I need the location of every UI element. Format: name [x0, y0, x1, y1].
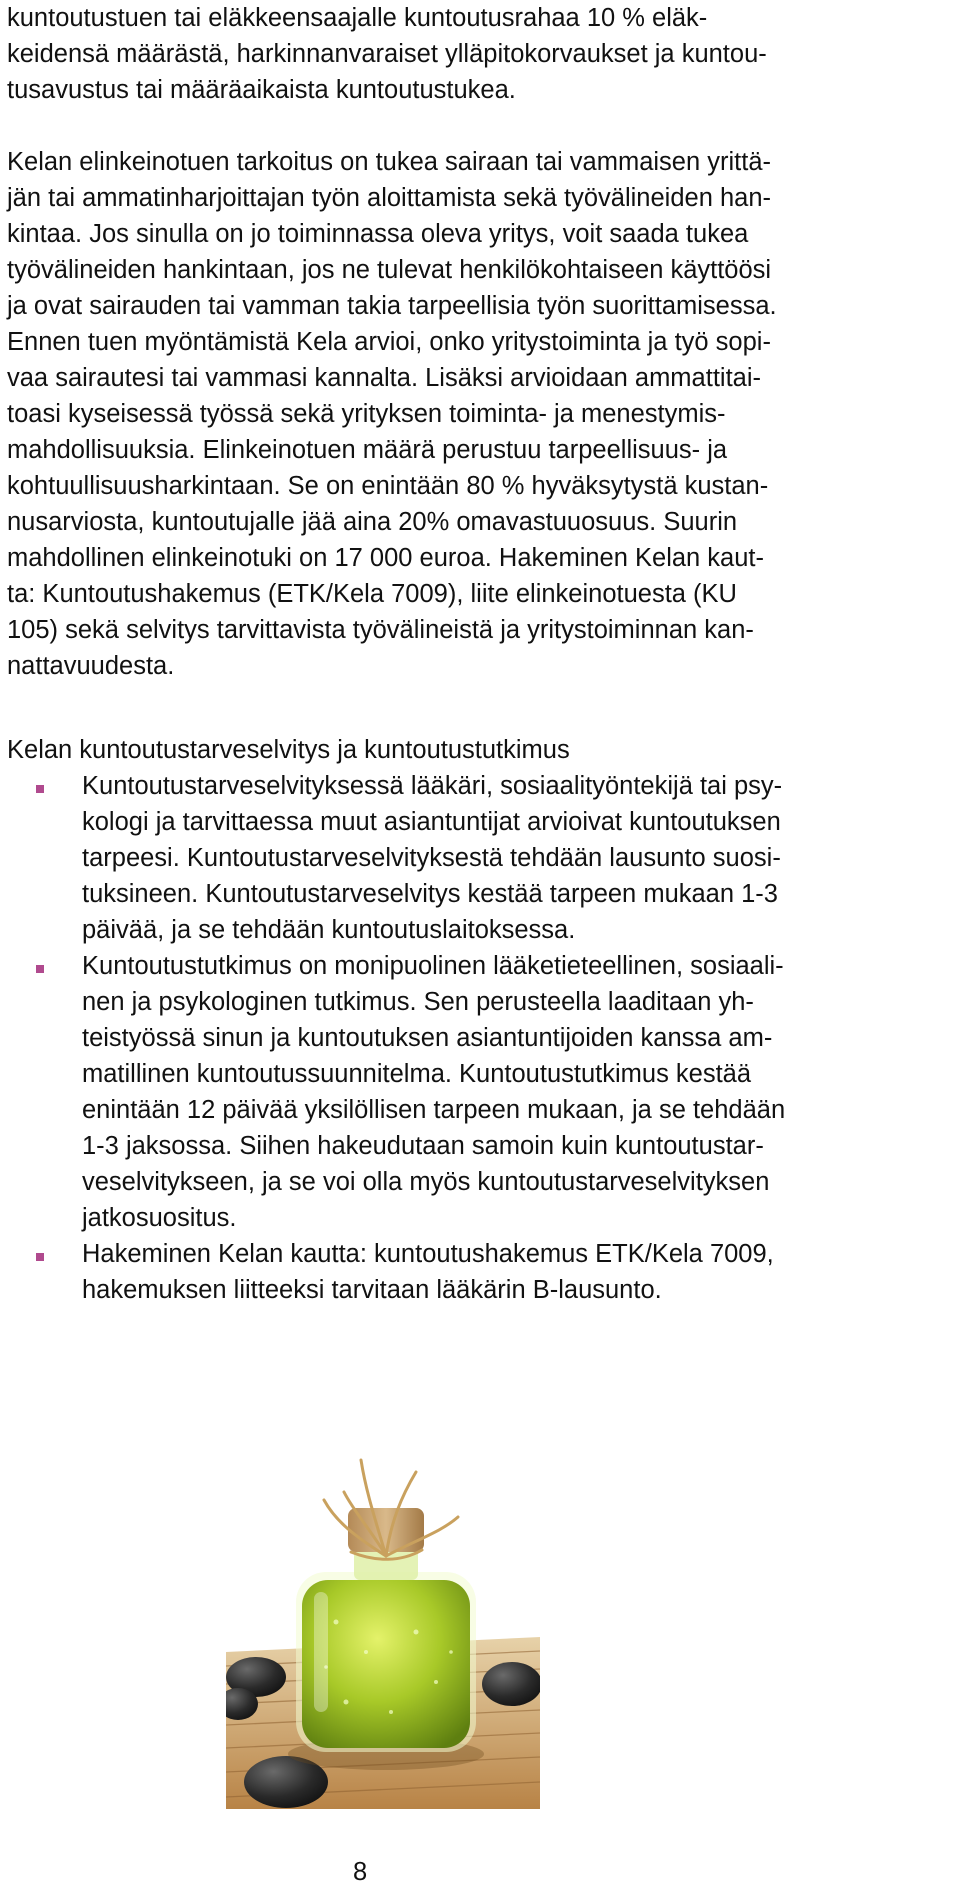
square-bullet-icon	[36, 785, 44, 793]
page-number: 8	[353, 1858, 368, 1886]
text-line: mahdollinen elinkeinotuki on 17 000 euroa. Hakeminen Kelan kaut-	[7, 544, 764, 572]
text-line: tuksineen. Kuntoutustarveselvitys kestää tarpeen mukaan 1-3	[82, 880, 778, 908]
text-line: Kuntoutustutkimus on monipuolinen lääketieteellinen, sosiaali-	[82, 952, 784, 980]
text-line: veselvitykseen, ja se voi olla myös kuntoutustarveselvityksen	[82, 1168, 770, 1196]
section-heading: Kelan kuntoutustarveselvitys ja kuntoutustutkimus	[7, 736, 570, 764]
text-line: Kelan elinkeinotuen tarkoitus on tukea sairaan tai vammaisen yrittä-	[7, 148, 771, 176]
text-line: teistyössä sinun ja kuntoutuksen asiantuntijoiden kanssa am-	[82, 1024, 773, 1052]
text-line: hakemuksen liitteeksi tarvitaan lääkärin B-lausunto.	[82, 1276, 662, 1304]
text-line: vaa sairautesi tai vammasi kannalta. Lisäksi arvioidaan ammattitai-	[7, 364, 761, 392]
square-bullet-icon	[36, 965, 44, 973]
text-line: ta: Kuntoutushakemus (ETK/Kela 7009), liite elinkeinotuesta (KU	[7, 580, 737, 608]
text-line: jän tai ammatinharjoittajan työn aloittamista sekä työvälineiden han-	[7, 184, 772, 212]
text-line: tusavustus tai määräaikaista kuntoutustukea.	[7, 76, 516, 104]
text-line: tarpeesi. Kuntoutustarveselvityksestä tehdään lausunto suosi-	[82, 844, 781, 872]
square-bullet-icon	[36, 1253, 44, 1261]
text-line: jatkosuositus.	[82, 1204, 237, 1232]
text-line: nattavuudesta.	[7, 652, 175, 680]
text-line: 105) sekä selvitys tarvittavista työvälineistä ja yritystoiminnan kan-	[7, 616, 754, 644]
text-line: keidensä määrästä, harkinnanvaraiset ylläpitokorvaukset ja kuntou-	[7, 40, 767, 68]
text-line: kologi ja tarvittaessa muut asiantuntijat arvioivat kuntoutuksen	[82, 808, 781, 836]
text-line: toasi kyseisessä työssä sekä yrityksen toiminta- ja menestymis-	[7, 400, 726, 428]
text-line: ja ovat sairauden tai vamman takia tarpeellisia työn suorittamisessa.	[7, 292, 777, 320]
text-line: kuntoutustuen tai eläkkeensaajalle kuntoutusrahaa 10 % eläk-	[7, 4, 708, 32]
text-line: nen ja psykologinen tutkimus. Sen perusteella laaditaan yh-	[82, 988, 754, 1016]
text-line: päivää, ja se tehdään kuntoutuslaitoksessa.	[82, 916, 576, 944]
text-line: 1-3 jaksossa. Siihen hakeudutaan samoin kuin kuntoutustar-	[82, 1132, 764, 1160]
text-line: Hakeminen Kelan kautta: kuntoutushakemus ETK/Kela 7009,	[82, 1240, 774, 1268]
text-line: nusarviosta, kuntoutujalle jää aina 20% omavastuuosuus. Suurin	[7, 508, 738, 536]
text-line: mahdollisuuksia. Elinkeinotuen määrä perustuu tarpeellisuus- ja	[7, 436, 728, 464]
text-line: Kuntoutustarveselvityksessä lääkäri, sosiaalityöntekijä tai psy-	[82, 772, 783, 800]
text-line: kintaa. Jos sinulla on jo toiminnassa oleva yritys, voit saada tukea	[7, 220, 749, 248]
text-line: matillinen kuntoutussuunnitelma. Kuntoutustutkimus kestää	[82, 1060, 752, 1088]
text-line: enintään 12 päivää yksilöllisen tarpeen mukaan, ja se tehdään	[82, 1096, 786, 1124]
text-line: työvälineiden hankintaan, jos ne tulevat henkilökohtaiseen käyttöösi	[7, 256, 772, 284]
text-line: Ennen tuen myöntämistä Kela arvioi, onko yritystoiminta ja työ sopi-	[7, 328, 771, 356]
text-line: kohtuullisuusharkintaan. Se on enintään 80 % hyväksytystä kustan-	[7, 472, 769, 500]
spa-oil-bottle-image	[226, 1452, 540, 1809]
